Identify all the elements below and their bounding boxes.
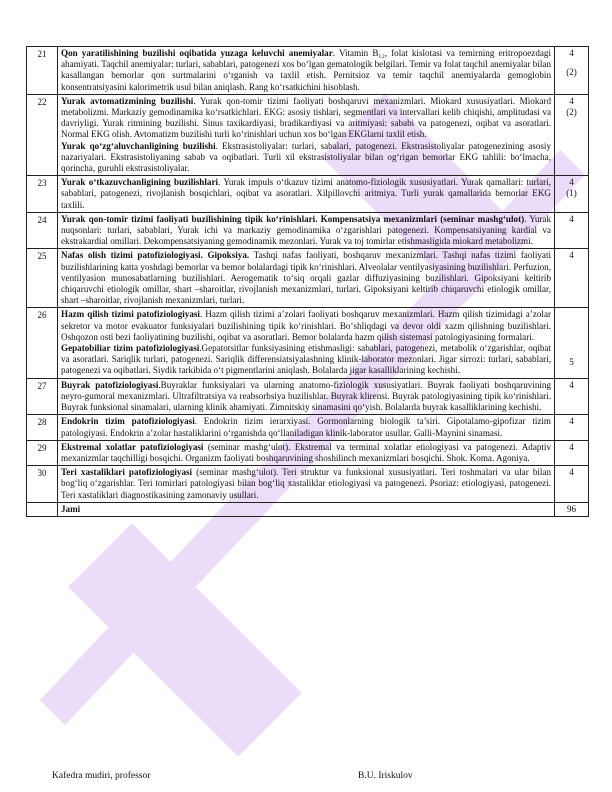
topic-title: Yurak o‘tkazuvchanligining buzilishlari [61, 177, 219, 188]
topic-number: 24 [27, 212, 58, 249]
topic-description [58, 466, 555, 503]
topic-number: 23 [27, 176, 58, 213]
topic-paragraph [61, 416, 551, 438]
total-value: 96 [555, 502, 589, 516]
topic-paragraph [61, 343, 551, 377]
topic-number: 28 [27, 415, 58, 440]
hours-value: 4 [569, 177, 574, 188]
topic-hours [555, 440, 589, 465]
hours-value: 4 [569, 416, 574, 427]
topic-subtitle: Gepatobiliar tizim patofiziologiyasi [61, 343, 200, 354]
footer-name: B.U. Iriskulov [358, 771, 413, 781]
topic-row [27, 308, 589, 378]
topic-row [27, 466, 589, 503]
curriculum-table-page [26, 46, 588, 517]
topic-row [27, 440, 589, 465]
total-label: Jami [61, 503, 81, 514]
topic-description [58, 176, 555, 213]
topic-text: .Buyraklar funksiyalari va ularning anatomo-fiziologik xususiyatlari. Buyrak faoliyati boshqaruvining neyro-gumoral mexanizmlari. Ultrafiltratsiya va reabsorbsiya buzilishlar. Buyrak klirensi. Buyrak patologiyasining tipik ko‘rinishlari. Buyrak funksional sinamalari, ularning klinik ahamiyati. Zimnitskiy sinamasini qo‘yish. Bolalarda buyrak kasalliklarining kechishi. [61, 379, 551, 413]
topic-description [58, 47, 555, 95]
topic-row [27, 176, 589, 213]
topic-hours [555, 378, 589, 415]
topic-number: 22 [27, 94, 58, 175]
hours-sub-value: (1) [566, 188, 577, 199]
hours-value: 4 [569, 379, 574, 390]
topic-description [58, 415, 555, 440]
hours-value: 4 [569, 467, 574, 478]
topic-paragraph [61, 96, 551, 141]
signature-footer [52, 771, 552, 781]
topic-row [27, 378, 589, 415]
topic-number: 30 [27, 466, 58, 503]
topic-text: . Vitamin B₁₂, folat kislotasi va temirning eritropoezdagi ahamiyati. Taqchil anemiyalar: turlari, sabablari, patogenezi xos bo‘lgan gematologik belgilari. Temir va folat taqchil anemiyalar bilan kasallangan bemorlar qon surtmalarini o‘rganish va taxlil etish. Pernitsioz va temir taqchil anemiyalarda gemoglobin konsentratsiyasini kalorimetrik usul bilan aniqlash. Rang ko‘rsatkichini hisoblash. [61, 48, 551, 92]
hours-value: 4 [569, 441, 574, 452]
topic-paragraph [61, 48, 551, 93]
topic-description [58, 378, 555, 415]
topic-description [58, 440, 555, 465]
topic-row [27, 415, 589, 440]
footer-position: Kafedra mudiri, professor [52, 771, 151, 781]
topic-description [58, 212, 555, 249]
topic-text: . Hazm qilish tizimi a’zolari faoliyati boshqaruv mexanizmlari. Hazm qilish tizimidagi a’zolar sekretor va motor evakuator funksiyalari buzilishining tipik ko‘rinishlari. Bo‘shliqdagi va devor oldi xazm qilishning buzilishlari. Oshqozon osti bezi faoliyatining buzilishi, oqibat va asoratlari. Bemor bolalarda hazm qilish sistemasi patologiyasining formalari. [61, 309, 552, 342]
topic-row [27, 94, 589, 175]
topic-title: Hazm qilish tizimi patofiziologiyasi [61, 309, 200, 320]
topic-hours [555, 415, 589, 440]
topic-paragraph [61, 177, 551, 211]
topic-title: Buyrak patofiziologiyasi [61, 379, 159, 390]
topic-paragraph [61, 380, 551, 414]
topic-hours [555, 47, 589, 95]
topic-text: (seminar mashg‘ulot). Teri struktur va funksional xususiyatlari. Teri toshmalari va ular bilan bog‘liq o‘zgarishlar. Teri tomirlari patologiyasi bilan bog‘liq xastaliklar etiologiyasi va patogenezi. Psoriaz: etiologiyasi, patogenezi. Teri xastaliklari diagnostikasining zamonaviy usullari. [61, 467, 552, 500]
topic-number: 29 [27, 440, 58, 465]
hours-value: 4 [569, 48, 574, 58]
topic-description [58, 308, 555, 378]
hours-value: 4 [569, 213, 574, 224]
topic-text: . Yurak nuqsonlari: turlari, sabablari, Yurak ichi va markaziy gemodinamika o‘zgarishlari patogenezi. Kompensatsiyaning kardial va ekstrakardial omillari. Dekompensatsiyaning gemodinamik mezonlari. Yurak va toj tomirlar etishmasligida miokard metabolizmi. [61, 213, 551, 247]
topic-hours [555, 308, 589, 378]
topic-subtitle: Yurak qo‘zg‘aluvchanligining buzilishi [61, 140, 216, 151]
topic-text: Tashqi nafas faoliyati, boshqaruv mexanizmlari. Tashqi nafas tizimi faoliyati buzilishlarining katta yoshdagi bemorlar va bemor bolalardagi tipik ko‘rinishlari. Alveolalar ventilyasiyasining buzilishlari. Perfuzion, ventilyasion munosabatlarning buzilishlari. Aerogematik to‘siq orqali gazlar diffuziyasining buzilishlari. Gipoksiyani keltirib chiqaruvchi etiologik omillar, shart –sharoitlar, rivojlanish mexanizmlari, turlari. Gipoksiyani keltirib chiqaruvchi etiologik omillar, shart –sharoitlar, rivojlanish mexanizmlari, turlari. [61, 250, 551, 306]
topic-paragraph [61, 214, 551, 248]
topic-paragraph [61, 467, 551, 501]
topic-hours [555, 94, 589, 175]
topic-hours [555, 176, 589, 213]
topic-paragraph [61, 250, 551, 306]
topic-title: Endokrin tizim patofiziologiyasi [61, 416, 195, 427]
hours-value: 5 [569, 356, 574, 367]
topic-subtext: . Ekstrasistoliyalar: turlari, sabalari, patogenezi. Ekstrasistoliyalar patogenezining asosiy nazariyalari. Ekstrasistoliyaning sabab va oqibatlari. Turli xil ekstrasistoliyalar bilan og‘rigan bemorlar EKG tahlili: bo‘lmacha, qorincha, guruhli ekstrasistoliyalar. [61, 140, 552, 174]
topic-title: Yurak avtomatizmining buzilishi [61, 95, 194, 106]
topic-text: (seminar mashg‘ulot). Ekstremal va terminal xolatlar etiologiyasi va patogenezi. Adaptiv mexanizmlar taqchilligi bosqichi. Organizm faoliyati boshqaruvining shoshilinch mexanizmlari bosqichi. Shok. Koma. Agoniya. [61, 441, 551, 463]
hours-value: 4 [569, 250, 574, 261]
topic-text: . Yurak impuls o‘tkazuv tizimi anatomo-fiziologik xususiyatlari. Yurak qamallari: turlari, sabablari, patogenezi, rivojlanish bosqichlari, oqibat va asoratlari. Xilpillovchi aritmiya. Turli yurak qamallarida bemorlar EKG taxlili. [61, 177, 551, 210]
topic-paragraph [61, 309, 551, 343]
hours-value: 4 [569, 95, 574, 106]
topic-title: Yurak qon-tomir tizimi faoliyati buzilishining tipik ko‘rinishlari. Kompensatsiya mexanizmlari (seminar mashg‘ulot) [61, 213, 525, 224]
topic-description [58, 94, 555, 175]
topic-description [58, 249, 555, 308]
topic-text: . Endokrin tizim ierarxiyasi. Gormonlarning biologik ta’siri. Gipotalamo-gipofizar tizim patologiyasi. Endokrin a’zolar hastaliklarini o‘rganishda qo‘llaniladigan klinik-laborator usullar. Galli-Maynini sinamasi. [61, 416, 552, 438]
topic-number: 26 [27, 308, 58, 378]
topic-title: Teri xastaliklari patofiziologiyasi [61, 467, 193, 478]
topic-number: 21 [27, 47, 58, 95]
topic-title: Ekstremal xolatlar patofiziologiyasi [61, 441, 204, 452]
topic-subtext: .Gepatotsitlar funksiyasining etishmasligi: sabablari, patogenezi, metabolik o‘zgarishlar, oqibat va asoratlari. Sariqlik turlari, patogenezi. Sariqlik differensiatsiyalashning klinik-laborator mezonlari. Jigar sirrozi: turlari, sabablari, patogenezi va oqibatlari. Siydik tarkibida o‘t pigmentlarini aniqlash. Bolalarda jigar kasalliklarining kechishi. [61, 343, 551, 376]
topic-row [27, 212, 589, 249]
topic-hours [555, 466, 589, 503]
hours-sub-value: (2) [566, 107, 577, 118]
topic-hours [555, 249, 589, 308]
topic-row [27, 47, 589, 95]
topic-hours [555, 212, 589, 249]
total-row [27, 502, 589, 516]
curriculum-table [26, 46, 589, 517]
topic-paragraph [61, 442, 551, 464]
hours-spacer [558, 59, 585, 67]
topic-text: . Yurak qon-tomir tizimi faoliyati boshqaruvi mexanizmlari. Miokard xususiyatlari. Miokard metabolizmi. Markaziy gemodinamika ko‘rsatkichlari. EKG: asosiy tishlari, segmentlari va intervallari kelib chiqishi, amplitudasi va davriyligi. Yurak ritmining buzilishi. Sinus taxikardiyasi, bradikardiyasi va aritmiyasi: sababi va patogenezi, oqibat va asoratlari. Normal EKG olish. Avtomatizm buzilishi turli ko‘rinishlari uchun xos bo‘lgan EKGlarni taxlil etish. [61, 95, 551, 140]
topic-paragraph [61, 141, 551, 175]
topic-title: Nafas olish tizimi patofiziologiyasi. Gipoksiya. [61, 250, 250, 261]
topic-title: Qon yaratilishining buzilishi oqibatida yuzaga keluvchi anemiyalar [61, 48, 333, 58]
topic-number: 25 [27, 249, 58, 308]
topic-number: 27 [27, 378, 58, 415]
hours-sub-value: (2) [566, 67, 577, 78]
topic-row [27, 249, 589, 308]
